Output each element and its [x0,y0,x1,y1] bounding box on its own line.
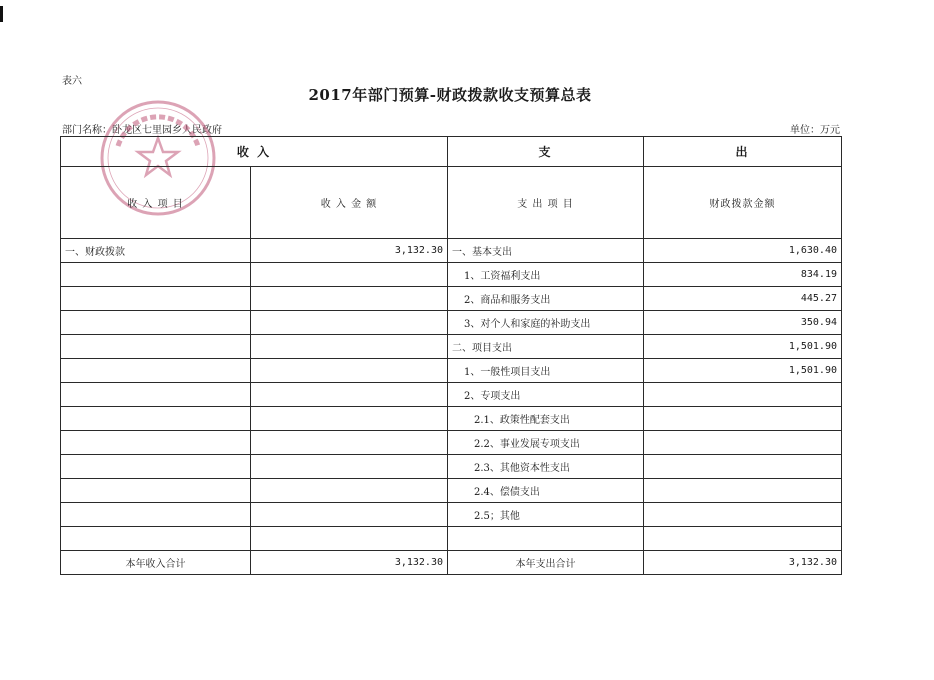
expense-amount-cell: 1,501.90 [644,335,842,359]
expense-section-header-right: 出 [644,137,842,167]
income-amount-cell [251,455,448,479]
table-row [61,287,842,311]
expense-amount-cell: 1,501.90 [644,359,842,383]
expense-item-cell: 1、一般性项目支出 [448,359,644,383]
income-item-cell [61,479,251,503]
income-amount-cell [251,527,448,551]
income-amount-cell [251,287,448,311]
income-item-cell [61,335,251,359]
income-amount-cell [251,383,448,407]
expense-item-cell: 二、项目支出 [448,335,644,359]
income-item-cell [61,503,251,527]
income-amount-header: 收 入 金 额 [251,167,448,239]
section-band-row [61,137,842,167]
income-item-header: 收 入 项 目 [61,167,251,239]
income-amount-cell [251,479,448,503]
totals-row [61,551,842,575]
expense-amount-cell: 445.27 [644,287,842,311]
expense-amount-cell [644,479,842,503]
expense-amount-cell [644,407,842,431]
expense-item-cell: 2.4、偿债支出 [448,479,644,503]
income-amount-cell [251,431,448,455]
table-row [61,335,842,359]
income-amount-cell [251,359,448,383]
budget-table [60,136,842,575]
income-item-cell [61,455,251,479]
expense-amount-cell [644,383,842,407]
expense-item-header: 支 出 项 目 [448,167,644,239]
income-amount-cell [251,335,448,359]
expense-item-cell: 2.3、其他资本性支出 [448,455,644,479]
table-row [61,359,842,383]
scan-edge-mark [0,6,3,22]
income-amount-cell [251,407,448,431]
income-item-cell [61,359,251,383]
expense-item-cell: 2.5；其他 [448,503,644,527]
income-item-cell [61,383,251,407]
unit-label: 单位：万元 [790,125,840,136]
expense-amount-cell: 350.94 [644,311,842,335]
income-amount-cell [251,263,448,287]
expense-amount-cell [644,431,842,455]
expense-item-cell: 2.2、事业发展专项支出 [448,431,644,455]
table-number: 表六 [62,76,82,87]
expense-amount-cell: 1,630.40 [644,239,842,263]
income-total-label: 本年收入合计 [61,551,251,575]
table-row [61,527,842,551]
expense-amount-cell: 834.19 [644,263,842,287]
table-row [61,479,842,503]
expense-amount-header: 财政拨款金额 [644,167,842,239]
table-row [61,383,842,407]
expense-total-label: 本年支出合计 [448,551,644,575]
table-row [61,503,842,527]
expense-item-cell: 3、对个人和家庭的补助支出 [448,311,644,335]
income-section-header: 收 入 [61,137,448,167]
expense-amount-cell [644,527,842,551]
expense-amount-cell [644,455,842,479]
expense-item-cell: 一、基本支出 [448,239,644,263]
table-row [61,311,842,335]
income-total-amount: 3,132.30 [251,551,448,575]
expense-item-cell: 2、专项支出 [448,383,644,407]
income-item-cell [61,431,251,455]
table-row [61,407,842,431]
expense-item-cell [448,527,644,551]
expense-section-header-left: 支 [448,137,644,167]
income-amount-cell [251,311,448,335]
income-item-cell: 一、财政拨款 [61,239,251,263]
page-title: 2017年部门预算-财政拨款收支预算总表 [308,86,592,104]
table-row [61,431,842,455]
income-item-cell [61,407,251,431]
income-amount-cell: 3,132.30 [251,239,448,263]
income-item-cell [61,311,251,335]
expense-item-cell: 1、工资福利支出 [448,263,644,287]
table-row [61,455,842,479]
income-item-cell [61,527,251,551]
income-amount-cell [251,503,448,527]
department-name: 部门名称：卧龙区七里园乡人民政府 [62,125,222,136]
expense-item-cell: 2.1、政策性配套支出 [448,407,644,431]
expense-total-amount: 3,132.30 [644,551,842,575]
income-item-cell [61,287,251,311]
income-item-cell [61,263,251,287]
expense-item-cell: 2、商品和服务支出 [448,287,644,311]
column-header-row [61,167,842,239]
table-row [61,263,842,287]
table-row [61,239,842,263]
expense-amount-cell [644,503,842,527]
